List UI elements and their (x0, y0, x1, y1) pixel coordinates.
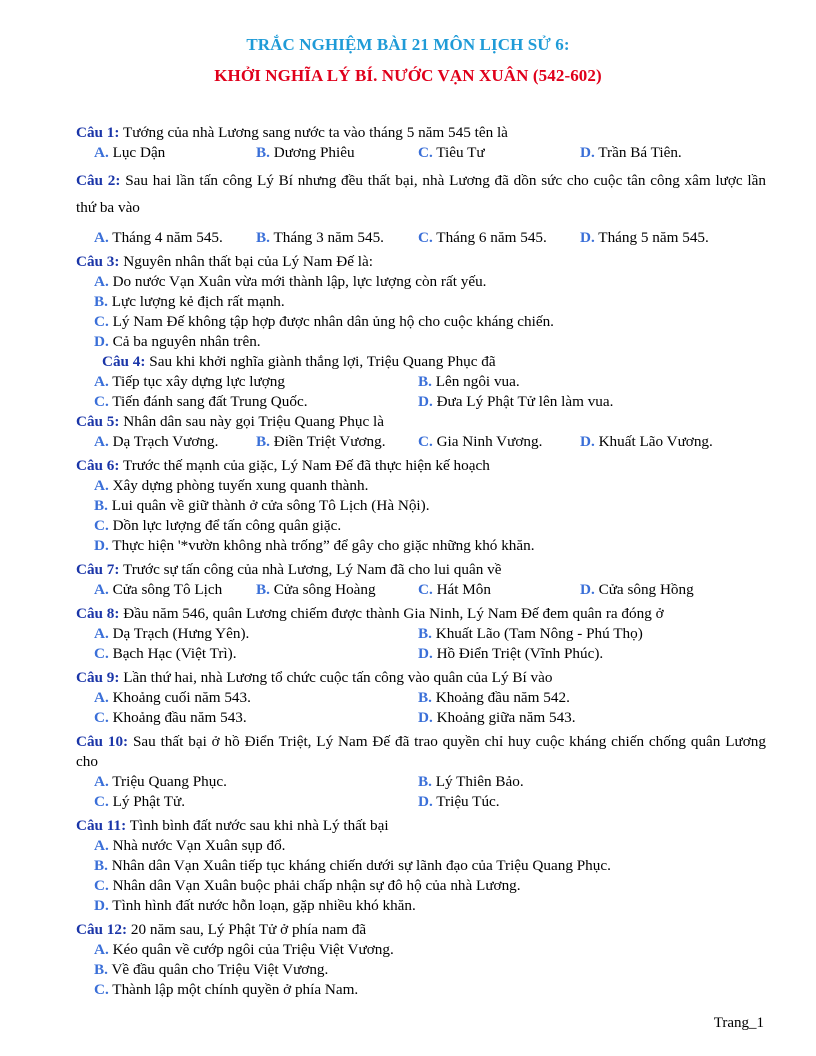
answer-option[interactable] (94, 837, 285, 854)
question-number: Câu 12: (76, 921, 128, 938)
option-text: Khuất Lão Vương. (598, 433, 713, 450)
answer-option[interactable] (580, 580, 694, 600)
option-text: Tiếp tục xây dựng lực lượng (112, 373, 285, 390)
option-letter: A. (94, 941, 109, 958)
options-row (76, 143, 766, 163)
option-letter: C. (94, 313, 109, 330)
option-text: Thực hiện '*vườn không nhà trống” để gây cho giặc những khó khăn. (112, 537, 535, 554)
question-stem: Nhân dân sau này gọi Triệu Quang Phục là (123, 413, 384, 430)
answer-option[interactable] (94, 313, 554, 330)
question-text (76, 167, 766, 221)
document-title-line2: KHỞI NGHĨA LÝ BÍ. NƯỚC VẠN XUÂN (542-602) (214, 66, 602, 85)
options-row (76, 960, 766, 980)
options-row (76, 792, 766, 812)
option-letter: D. (94, 897, 109, 914)
question-block (76, 252, 766, 352)
answer-option[interactable] (256, 228, 418, 248)
answer-option[interactable] (580, 143, 682, 163)
answer-option[interactable] (418, 644, 603, 664)
options-row (76, 496, 766, 516)
option-text: Dạ Trạch (Hưng Yên). (112, 625, 250, 642)
options-row (76, 332, 766, 352)
options-row (76, 708, 766, 728)
options-row (76, 772, 766, 792)
answer-option[interactable] (418, 792, 500, 812)
option-letter: A. (94, 689, 109, 706)
answer-option[interactable] (94, 228, 256, 248)
option-letter: D. (418, 793, 433, 810)
question-text (76, 668, 766, 688)
answer-option[interactable] (94, 333, 261, 350)
answer-option[interactable] (94, 293, 285, 310)
question-text (76, 123, 766, 143)
option-letter: B. (418, 689, 432, 706)
answer-option[interactable] (94, 708, 418, 728)
question-text (76, 252, 766, 272)
option-letter: C. (94, 709, 109, 726)
question-number: Câu 3: (76, 253, 120, 270)
answer-option[interactable] (94, 792, 418, 812)
answer-option[interactable] (94, 273, 486, 290)
option-letter: C. (94, 645, 109, 662)
option-letter: A. (94, 477, 109, 494)
option-text: Xây dựng phòng tuyến xung quanh thành. (112, 477, 369, 494)
option-letter: B. (256, 581, 270, 598)
answer-option[interactable] (94, 624, 418, 644)
option-letter: A. (94, 625, 109, 642)
answer-option[interactable] (94, 857, 611, 874)
answer-option[interactable] (94, 143, 256, 163)
options-row (76, 688, 766, 708)
options-row (76, 312, 766, 332)
option-letter: D. (580, 229, 595, 246)
options-row (76, 476, 766, 496)
answer-option[interactable] (256, 432, 418, 452)
option-letter: C. (94, 877, 109, 894)
option-letter: C. (94, 981, 109, 998)
answer-option[interactable] (418, 392, 613, 412)
option-text: Tiến đánh sang đất Trung Quốc. (112, 393, 308, 410)
option-text: Trần Bá Tiên. (598, 144, 682, 161)
option-letter: D. (418, 393, 433, 410)
option-text: Dương Phiêu (273, 144, 355, 161)
question-list (76, 123, 766, 1004)
option-letter: C. (94, 393, 109, 410)
option-text: Do nước Vạn Xuân vừa mới thành lập, lực lượng còn rất yếu. (112, 273, 487, 290)
document-title-line1: TRẮC NGHIỆM BÀI 21 MÔN LỊCH SỬ 6: (246, 35, 570, 54)
options-row (76, 372, 766, 392)
question-number: Câu 6: (76, 457, 120, 474)
option-text: Cả ba nguyên nhân trên. (112, 333, 261, 350)
options-row (76, 392, 766, 412)
option-letter: B. (418, 373, 432, 390)
answer-option[interactable] (418, 708, 576, 728)
answer-option[interactable] (418, 432, 580, 452)
answer-option[interactable] (418, 688, 570, 708)
question-stem: Sau hai lần tấn công Lý Bí nhưng đều thất bại, nhà Lương đã dồn sức cho cuộc tân công xâm lược lần thứ ba vào (76, 172, 766, 216)
answer-option[interactable] (94, 941, 394, 958)
option-letter: D. (580, 144, 595, 161)
option-text: Tình hình đất nước hỗn loạn, gặp nhiều khó khăn. (112, 897, 416, 914)
option-text: Tháng 3 năm 545. (273, 229, 384, 246)
option-text: Lực lượng kẻ địch rất mạnh. (111, 293, 285, 310)
option-letter: C. (418, 229, 433, 246)
question-block (76, 456, 766, 556)
options-row (76, 292, 766, 312)
option-letter: B. (94, 857, 108, 874)
answer-option[interactable] (94, 897, 416, 914)
question-number: Câu 10: (76, 733, 129, 750)
answer-option[interactable] (94, 432, 256, 452)
question-number: Câu 11: (76, 817, 127, 834)
question-block (76, 604, 766, 664)
question-block (76, 412, 766, 452)
option-text: Lên ngôi vua. (435, 373, 520, 390)
options-row (76, 228, 766, 248)
option-text: Hồ Điển Triệt (Vĩnh Phúc). (436, 645, 604, 662)
question-text (76, 732, 766, 772)
option-letter: A. (94, 144, 109, 161)
option-letter: D. (94, 333, 109, 350)
option-text: Hát Môn (436, 581, 491, 598)
option-letter: B. (418, 773, 432, 790)
options-row (76, 896, 766, 916)
options-row (76, 856, 766, 876)
question-block (76, 816, 766, 916)
question-number: Câu 2: (76, 172, 121, 189)
option-letter: C. (418, 144, 433, 161)
option-letter: B. (256, 144, 270, 161)
option-text: Điền Triệt Vương. (273, 433, 386, 450)
option-text: Nhân dân Vạn Xuân tiếp tục kháng chiến dưới sự lãnh đạo của Triệu Quang Phục. (111, 857, 611, 874)
answer-option[interactable] (94, 372, 418, 392)
option-text: Bạch Hạc (Việt Trì). (112, 645, 237, 662)
question-stem: Tình bình đất nước sau khi nhà Lý thất bại (129, 817, 389, 834)
answer-option[interactable] (418, 580, 580, 600)
option-text: Nhà nước Vạn Xuân sụp đổ. (112, 837, 286, 854)
question-text (76, 352, 766, 372)
option-text: Thành lập một chính quyền ở phía Nam. (112, 981, 359, 998)
option-letter: C. (94, 793, 109, 810)
question-text (76, 560, 766, 580)
answer-option[interactable] (418, 228, 580, 248)
option-text: Nhân dân Vạn Xuân buộc phải chấp nhận sự đô hộ của nhà Lương. (112, 877, 521, 894)
option-letter: C. (418, 581, 433, 598)
option-text: Kéo quân về cướp ngôi của Triệu Việt Vương. (112, 941, 394, 958)
option-text: Triệu Quang Phục. (112, 773, 227, 790)
option-text: Triệu Túc. (436, 793, 500, 810)
question-block (76, 560, 766, 600)
question-stem: Nguyên nhân thất bại của Lý Nam Đế là: (123, 253, 373, 270)
page-number: Trang_1 (713, 1015, 764, 1031)
option-letter: A. (94, 773, 109, 790)
option-letter: B. (94, 497, 108, 514)
options-row (76, 580, 766, 600)
answer-option[interactable] (418, 372, 520, 392)
question-stem: 20 năm sau, Lý Phật Tử ở phía nam đã (130, 921, 367, 938)
option-text: Tháng 6 năm 545. (436, 229, 547, 246)
option-letter: C. (418, 433, 433, 450)
answer-option[interactable] (580, 432, 713, 452)
option-text: Khoảng giữa năm 543. (436, 709, 576, 726)
answer-option[interactable] (418, 143, 580, 163)
option-letter: A. (94, 273, 109, 290)
option-text: Khoảng cuối năm 543. (112, 689, 251, 706)
options-row (76, 516, 766, 536)
option-text: Khoảng đầu năm 543. (112, 709, 247, 726)
option-text: Tiêu Tư (436, 144, 485, 161)
option-letter: A. (94, 433, 109, 450)
options-row (76, 644, 766, 664)
question-stem: Lần thứ hai, nhà Lương tổ chức cuộc tấn công vào quân của Lý Bí vào (123, 669, 553, 686)
question-number: Câu 5: (76, 413, 120, 430)
option-letter: C. (94, 517, 109, 534)
option-text: Tháng 5 năm 545. (598, 229, 709, 246)
question-number: Câu 8: (76, 605, 120, 622)
question-stem: Tướng của nhà Lương sang nước ta vào tháng 5 năm 545 tên là (123, 124, 508, 141)
question-number: Câu 1: (76, 124, 120, 141)
answer-option[interactable] (256, 143, 418, 163)
question-text (76, 604, 766, 624)
option-text: Lui quân về giữ thành ở cửa sông Tô Lịch (Hà Nội). (111, 497, 430, 514)
question-number: Câu 9: (76, 669, 120, 686)
question-block (76, 123, 766, 163)
option-text: Đưa Lý Phật Tử lên làm vua. (436, 393, 614, 410)
options-row (76, 980, 766, 1000)
question-text (76, 456, 766, 476)
question-text (76, 816, 766, 836)
option-letter: D. (418, 645, 433, 662)
question-number: Câu 7: (76, 561, 120, 578)
question-number: Câu 4: (102, 353, 146, 370)
answer-option[interactable] (418, 624, 643, 644)
answer-option[interactable] (94, 981, 358, 998)
option-letter: B. (418, 625, 432, 642)
option-letter: B. (94, 961, 108, 978)
answer-option[interactable] (580, 228, 709, 248)
answer-option[interactable] (94, 580, 256, 600)
option-letter: D. (94, 537, 109, 554)
option-text: Dạ Trạch Vương. (112, 433, 219, 450)
question-stem: Trước thế mạnh của giặc, Lý Nam Đế đã thực hiện kế hoạch (123, 457, 490, 474)
option-text: Dồn lực lượng để tấn công quân giặc. (112, 517, 342, 534)
option-text: Lý Phật Tử. (112, 793, 186, 810)
option-letter: A. (94, 229, 109, 246)
options-row (76, 624, 766, 644)
answer-option[interactable] (418, 772, 524, 792)
option-letter: B. (94, 293, 108, 310)
option-text: Khuất Lão (Tam Nông - Phú Thọ) (435, 625, 643, 642)
options-row (76, 432, 766, 452)
answer-option[interactable] (94, 688, 418, 708)
option-letter: D. (580, 581, 595, 598)
question-block (76, 732, 766, 812)
answer-option[interactable] (94, 961, 328, 978)
options-row (76, 272, 766, 292)
question-block (76, 352, 766, 412)
answer-option[interactable] (94, 517, 341, 534)
question-stem: Đầu năm 546, quân Lương chiếm được thành Gia Ninh, Lý Nam Đế đem quân ra đóng ở (123, 605, 664, 622)
question-block (76, 167, 766, 248)
question-block (76, 920, 766, 1000)
question-text (76, 920, 766, 940)
options-row (76, 836, 766, 856)
answer-option[interactable] (94, 477, 368, 494)
option-text: Lý Thiên Bảo. (435, 773, 524, 790)
answer-option[interactable] (94, 644, 418, 664)
question-stem: Sau thất bại ở hồ Điển Triệt, Lý Nam Đế đã trao quyền chỉ huy cuộc kháng chiến chống quân Lương cho (76, 733, 766, 770)
option-text: Về đầu quân cho Triệu Việt Vương. (111, 961, 329, 978)
option-letter: B. (256, 229, 270, 246)
question-block (76, 668, 766, 728)
answer-option[interactable] (94, 497, 430, 514)
option-text: Lý Nam Đế không tập hợp được nhân dân ủng hộ cho cuộc kháng chiến. (112, 313, 554, 330)
option-text: Cửa sông Tô Lịch (112, 581, 223, 598)
option-text: Tháng 4 năm 545. (112, 229, 223, 246)
option-text: Lục Dận (112, 144, 166, 161)
option-text: Khoảng đầu năm 542. (435, 689, 570, 706)
answer-option[interactable] (94, 392, 418, 412)
options-row (76, 940, 766, 960)
option-text: Gia Ninh Vương. (436, 433, 543, 450)
question-stem: Trước sự tấn công của nhà Lương, Lý Nam đã cho lui quân về (123, 561, 502, 578)
option-letter: A. (94, 581, 109, 598)
option-letter: A. (94, 837, 109, 854)
answer-option[interactable] (94, 877, 521, 894)
option-letter: D. (418, 709, 433, 726)
answer-option[interactable] (94, 772, 418, 792)
answer-option[interactable] (94, 537, 535, 554)
options-row (76, 536, 766, 556)
option-text: Cửa sông Hoàng (273, 581, 376, 598)
options-row (76, 876, 766, 896)
question-text (76, 412, 766, 432)
option-text: Cửa sông Hồng (598, 581, 694, 598)
option-letter: A. (94, 373, 109, 390)
option-letter: B. (256, 433, 270, 450)
answer-option[interactable] (256, 580, 418, 600)
option-letter: D. (580, 433, 595, 450)
question-stem: Sau khi khởi nghĩa giành thắng lợi, Triệu Quang Phục đã (149, 353, 496, 370)
